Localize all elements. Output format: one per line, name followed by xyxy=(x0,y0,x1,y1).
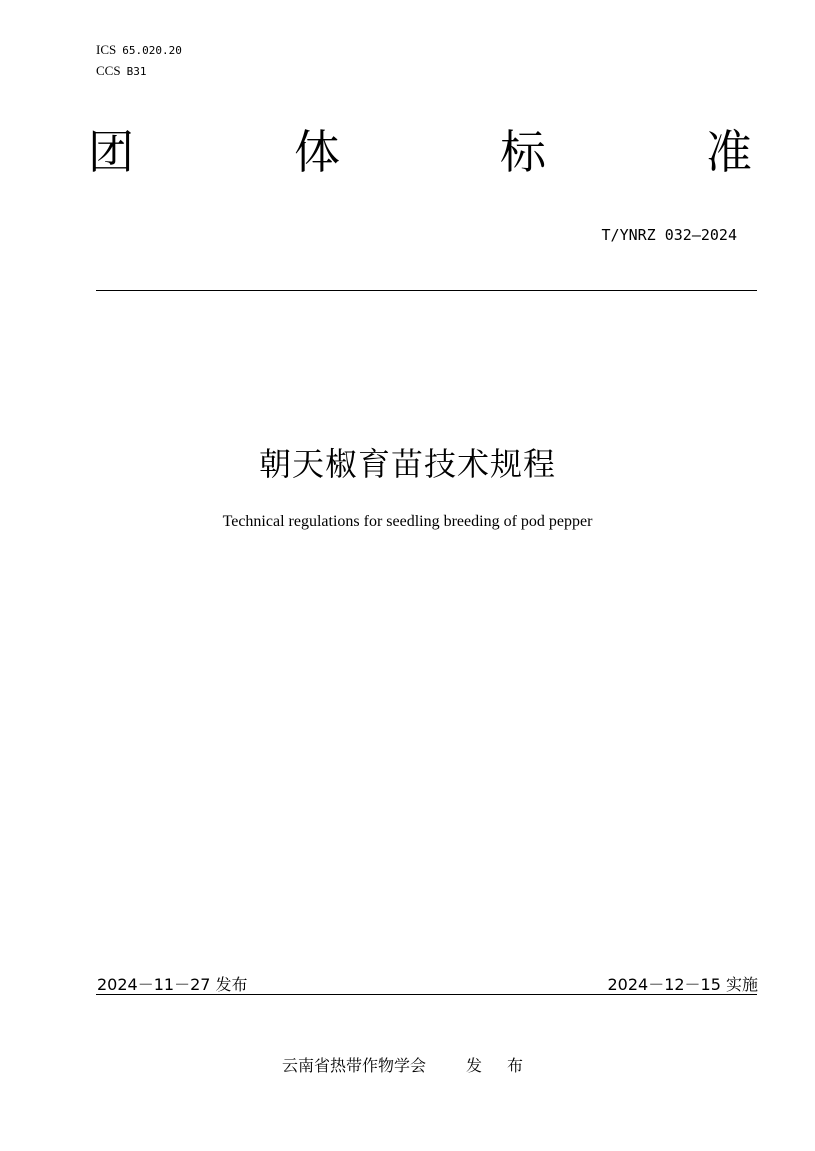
standard-type-char: 准 xyxy=(706,125,752,179)
ics-line xyxy=(96,40,182,61)
ics-label: ICS xyxy=(96,42,117,57)
standard-type-char: 标 xyxy=(500,125,546,179)
implement-date: 2024－12－15 实施 xyxy=(607,975,758,994)
publisher-name: 云南省热带作物学会 xyxy=(281,1056,426,1075)
document-title-cn: 朝天椒育苗技术规程 xyxy=(258,445,556,483)
document-title-en: Technical regulations for seedling breeding of pod pepper xyxy=(222,513,593,530)
footer-divider xyxy=(96,994,757,995)
ccs-line xyxy=(96,61,182,82)
ccs-label: CCS xyxy=(96,63,121,78)
issue-date: 2024－11－27 发布 xyxy=(97,975,248,994)
header-divider xyxy=(96,290,757,291)
ccs-value: B31 xyxy=(126,65,147,78)
standard-type-char: 团 xyxy=(88,125,134,179)
standard-number: T/YNRZ 032—2024 xyxy=(601,226,737,244)
standard-type-heading xyxy=(88,122,752,182)
standard-type-char: 体 xyxy=(294,125,340,179)
publisher-line xyxy=(0,1053,815,1076)
ics-value: 65.020.20 xyxy=(122,44,182,57)
classification-codes xyxy=(96,40,182,82)
publish-verb: 发 布 xyxy=(465,1056,534,1075)
